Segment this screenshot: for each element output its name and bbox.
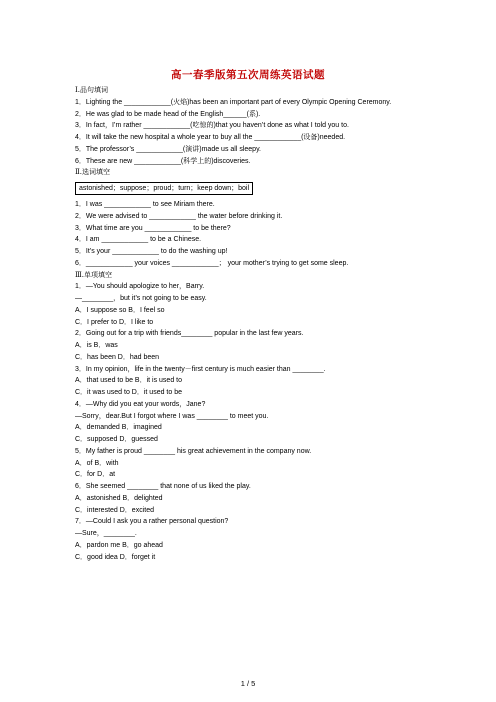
mc-line: —Sure，________.	[75, 530, 137, 537]
word-box: astonished；suppose；proud；turn；keep down；boil	[75, 182, 253, 195]
mc-line: 5．My father is proud ________ his great achievement in the company now.	[75, 447, 312, 455]
mc-options: C．interested D．excited	[75, 506, 154, 514]
mc-line: 2．Going out for a trip with friends________ popular in the last few years.	[75, 330, 304, 338]
mc-options: A．is B．was	[75, 342, 118, 349]
section-2-item-3: 3．What time are you ____________ to be there?	[75, 224, 231, 232]
section-1-item-5: 5．The professor’s ____________(演讲)made us all sleepy.	[75, 145, 261, 153]
mc-options: C．has been D．had been	[75, 353, 160, 361]
mc-line: 4．—Why did you eat your words，Jane?	[75, 400, 206, 408]
section-1-heading: Ⅰ.品句填词	[75, 86, 108, 94]
mc-options: C．it was used to D．it used to be	[75, 389, 182, 396]
section-1-item-1: 1．Lighting the ____________(火焰)has been an important part of every Olympic Opening Ceremony.	[75, 98, 392, 106]
mc-options: C．good idea D．forget it	[75, 553, 156, 561]
section-1-item-2: 2．He was glad to be made head of the English______(系).	[75, 110, 261, 118]
mc-options: A．I suppose so B．I feel so	[75, 306, 165, 314]
mc-line: 6．She seemed ________ that none of us liked the play.	[75, 483, 251, 490]
mc-line: 3．In my opinion，life in the twenty－first century is much easier than ________.	[75, 365, 326, 373]
section-1-item-3: 3．In fact，I’m rather ____________(吃惊的)that you haven’t done as what I told you to.	[75, 122, 349, 130]
mc-options: A．of B．with	[75, 459, 119, 467]
section-2-item-6: 6．____________ your voices ____________； your mother’s trying to get some sleep.	[75, 259, 349, 267]
exam-content	[75, 85, 423, 563]
page-number: 1 / 5	[240, 679, 256, 688]
mc-options: C．I prefer to D．I like to	[75, 318, 154, 326]
section-2-item-2: 2．We were advised to ____________ the water before drinking it.	[75, 212, 283, 220]
mc-options: C．for D．at	[75, 471, 116, 479]
mc-line: 7．—Could I ask you a rather personal question?	[75, 518, 229, 526]
mc-options: A．pardon me B．go ahead	[75, 541, 163, 549]
section-2-item-1: 1．I was ____________ to see Miriam there.	[75, 201, 215, 208]
section-1-item-4: 4．It will take the new hospital a whole year to buy all the ____________(设备)needed.	[75, 134, 346, 141]
page-title: 高一春季版第五次周练英语试题	[171, 69, 325, 81]
mc-options: C．supposed D．guessed	[75, 436, 158, 443]
section-1-item-6: 6．These are new ____________(科学上的)discoveries.	[75, 157, 251, 165]
section-2-item-4: 4．I am ____________ to be a Chinese.	[75, 236, 202, 244]
mc-line: —Sorry，dear.But I forgot where I was ________ to meet you.	[75, 412, 269, 420]
section-2-item-5: 5．It’s your ____________ to do the washing up!	[75, 248, 228, 255]
word-box-wrapper	[75, 179, 423, 199]
mc-line: —________，but it’s not going to be easy.	[75, 295, 207, 302]
mc-options: A．demanded B．imagined	[75, 424, 162, 432]
section-3-heading: Ⅲ.单项填空	[75, 270, 112, 279]
mc-options: A．astonished B．delighted	[75, 494, 163, 502]
section-2-heading: Ⅱ.选词填空	[75, 168, 110, 177]
mc-options: A．that used to be B．it is used to	[75, 377, 183, 385]
mc-line: 1．—You should apologize to her，Barry.	[75, 283, 205, 291]
